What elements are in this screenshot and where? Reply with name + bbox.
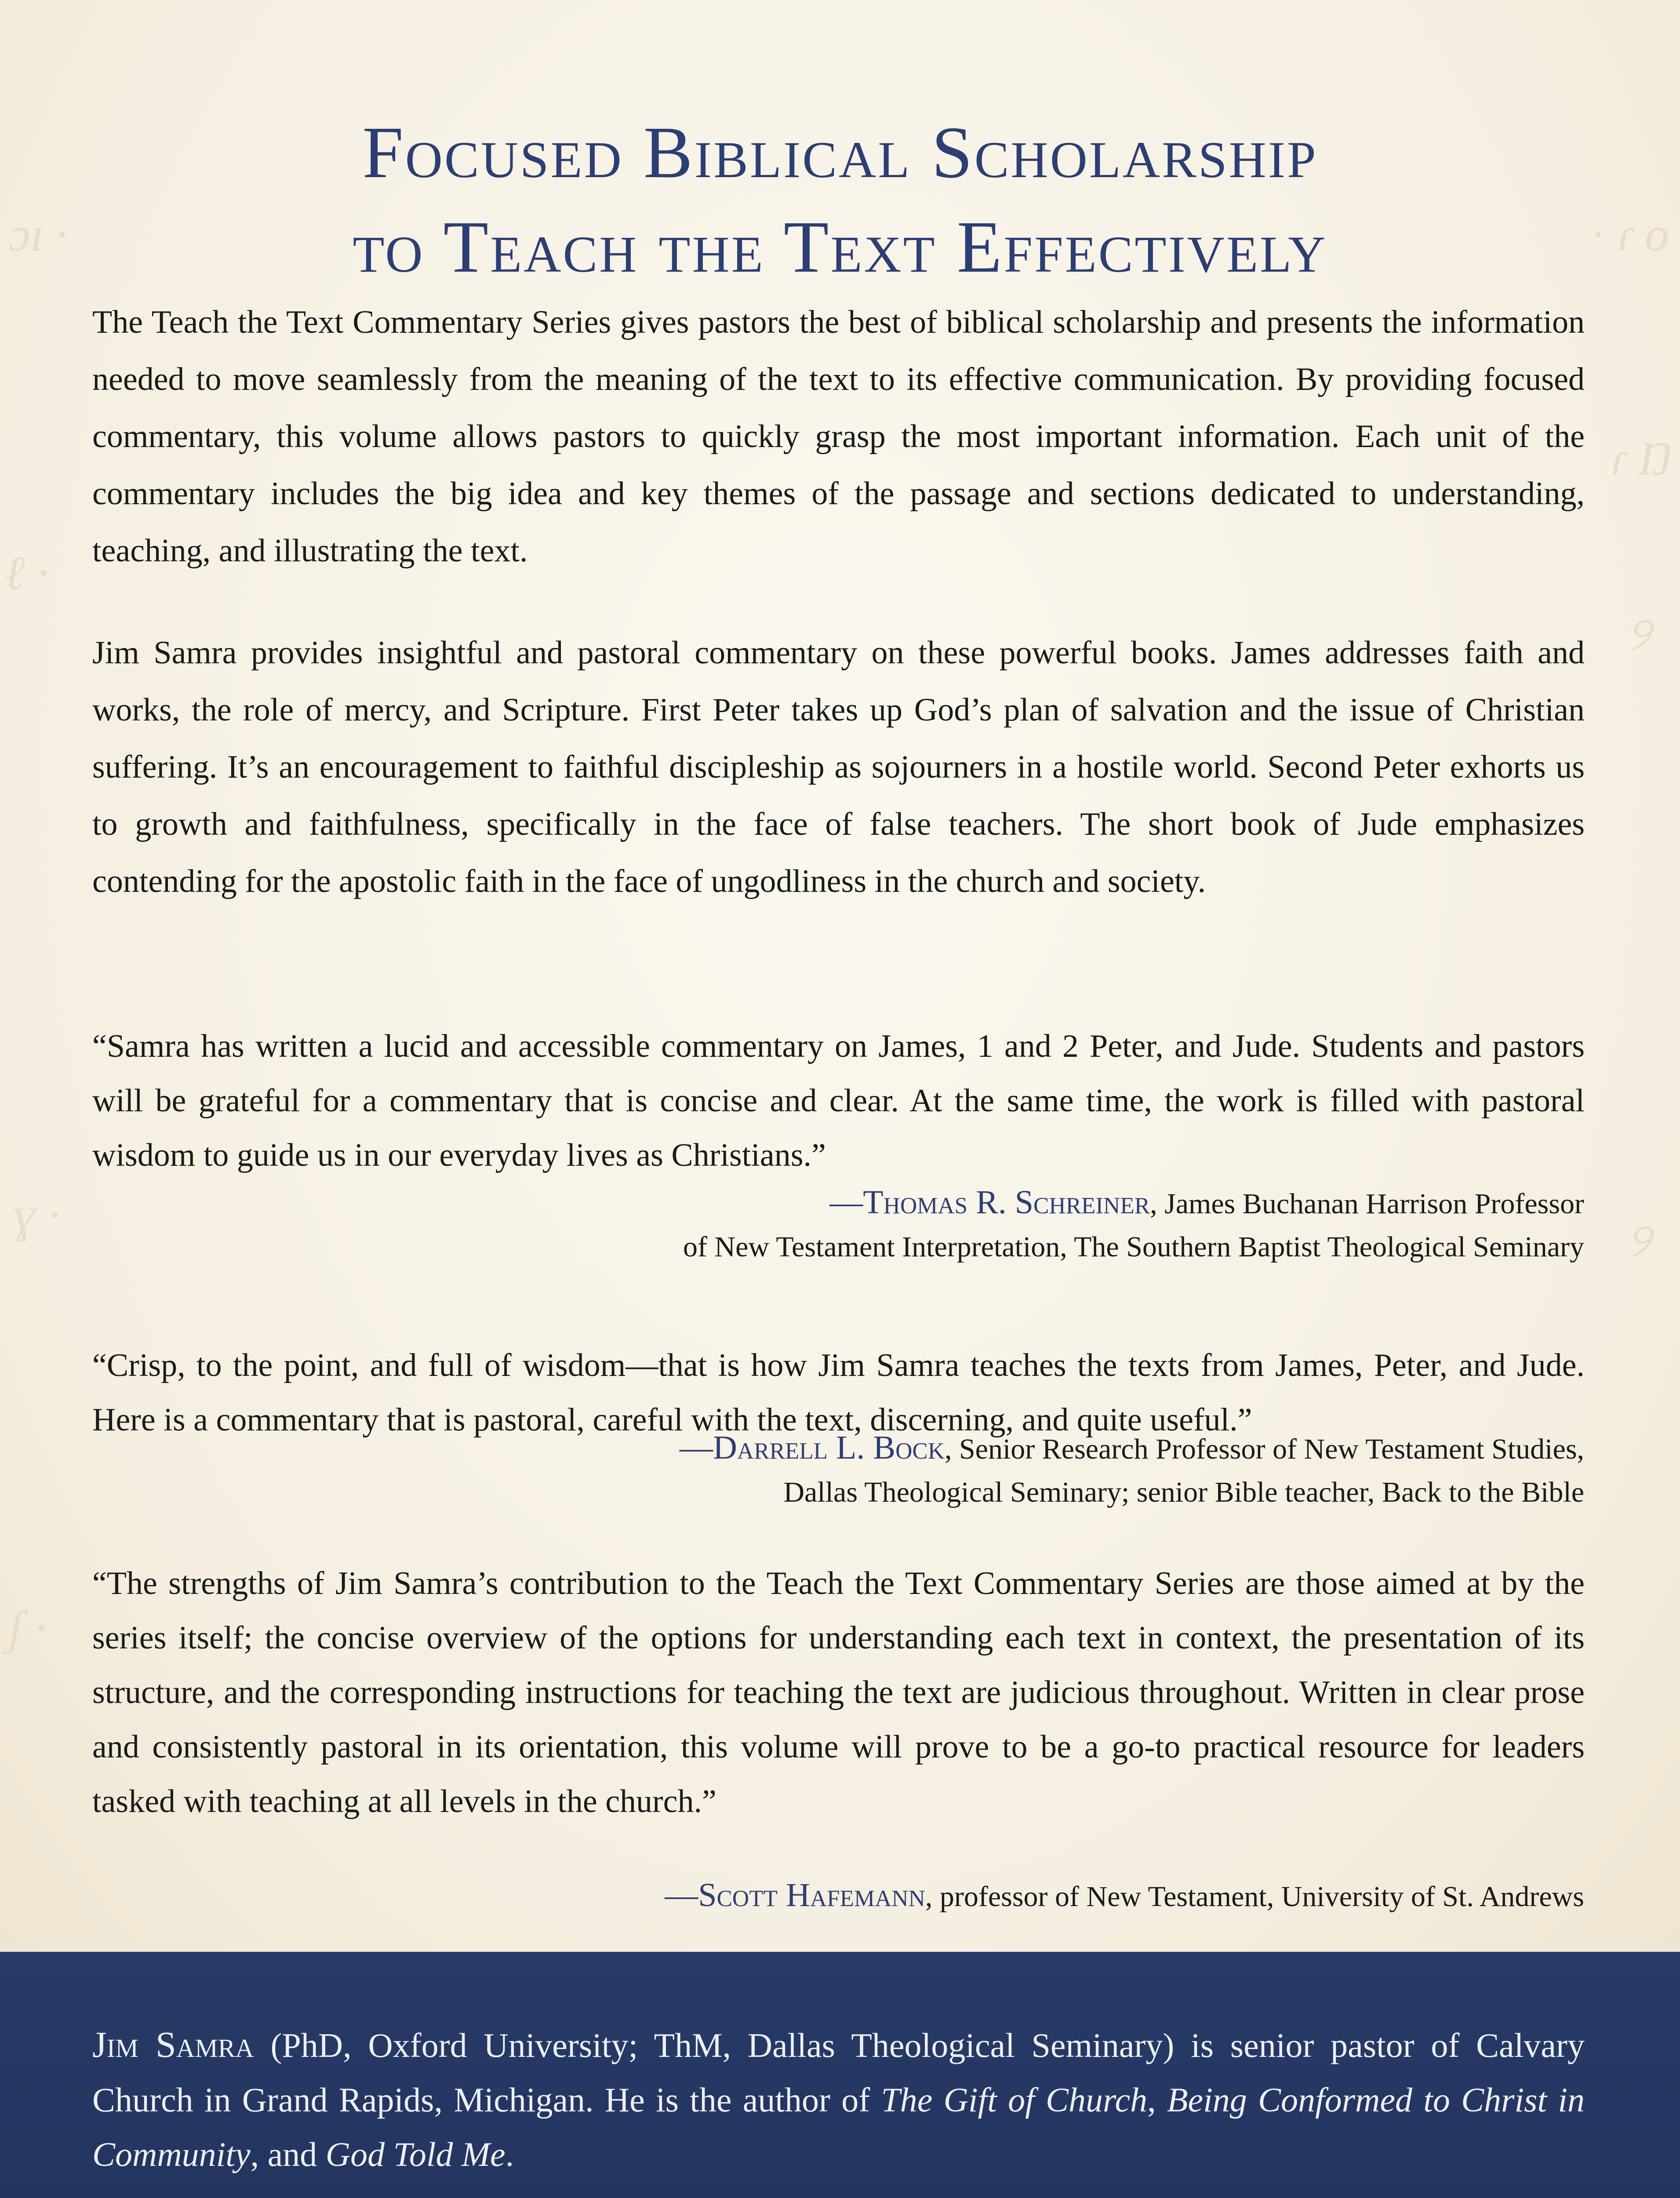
background-glyph: ୨	[1626, 608, 1651, 661]
endorser-name: —Thomas R. Schreiner	[829, 1184, 1150, 1221]
headline-line-2: to Teach the Text Effectively	[353, 206, 1327, 288]
endorser-title: , James Buchanan Harrison Professor	[1150, 1188, 1584, 1220]
author-bio	[92, 2018, 1585, 2182]
endorsement-attribution-2	[680, 1426, 1584, 1514]
endorser-title: , Senior Research Professor of New Testament Studies,	[944, 1433, 1584, 1465]
endorser-title: , professor of New Testament, University of St. Andrews	[925, 1881, 1584, 1913]
endorsement-quote-3: “The strengths of Jim Samra’s contribution to the Teach the Text Commentary Series are those aimed at by the series itself; the concise overview of the options for understanding each text in context, the presentation of its structure, and the corresponding instructions for teaching the text are judicious throughout. Written in clear prose and consistently pastoral in its orientation, this volume will prove to be a go-to practical resource for leaders tasked with teaching at all levels in the church.”	[92, 1565, 1585, 1820]
endorsement-attribution-3	[665, 1874, 1584, 1918]
background-glyph: ɔɪ ·	[9, 207, 68, 261]
headline-line-1: Focused Biblical Scholarship	[362, 112, 1318, 193]
description-paragraph-1: The Teach the Text Commentary Series gives pastors the best of biblical scholarship and presents the information needed to move seamlessly from the meaning of the text to its effective communication. By providing focused commentary, this volume allows pastors to quickly grasp the most important information. Each unit of the commentary includes the big idea and key themes of the passage and sections dedicated to understanding, teaching, and illustrating the text.	[92, 304, 1585, 569]
background-glyph: ୨	[1626, 1214, 1651, 1268]
endorser-name: —Darrell L. Bock	[679, 1429, 945, 1466]
author-name: Jim Samra	[92, 2024, 254, 2065]
endorsement-attribution-1	[683, 1181, 1584, 1269]
book-title: Being Conformed to Christ in Community	[92, 2081, 1585, 2173]
endorser-title-continued: of New Testament Interpretation, The Southern Baptist Theological Seminary	[683, 1231, 1584, 1263]
background-glyph: ɣ ·	[13, 1188, 61, 1241]
background-glyph: ʃ ·	[9, 1601, 47, 1655]
bio-separator: ,	[1147, 2081, 1167, 2119]
bio-text: (PhD, Oxford University; ThM, Dallas Theological Seminary) is senior pastor of Calvary Church in Grand Rapids, Michigan. He is the author of	[92, 2026, 1585, 2119]
description-paragraph-2: Jim Samra provides insightful and pastoral commentary on these powerful books. James addresses faith and works, the role of mercy, and Scripture. First Peter takes up God’s plan of salvation and the issue of Christian suffering. It’s an encouragement to faithful discipleship as sojourners in a hostile world. Second Peter exhorts us to growth and faithfulness, specifically in the face of false teachers. The short book of Jude emphasizes contending for the apostolic faith in the face of ungodliness in the church and society.	[92, 635, 1585, 899]
book-title: God Told Me	[325, 2135, 505, 2173]
background-glyph: ɾ Ŋ	[1609, 432, 1672, 485]
endorsement-quote-2: “Crisp, to the point, and full of wisdom—that is how Jim Samra teaches the texts from James, Peter, and Jude. Here is a commentary that is pastoral, careful with the text, discerning, and quite useful.”	[92, 1347, 1585, 1438]
endorser-title-continued: Dallas Theological Seminary; senior Bible teacher, Back to the Bible	[783, 1476, 1584, 1508]
bio-end: .	[505, 2135, 514, 2173]
endorser-name: —Scott Hafemann	[665, 1877, 925, 1914]
headline	[0, 106, 1680, 295]
background-glyph: · ɾ o	[1591, 207, 1669, 261]
book-title: The Gift of Church	[881, 2081, 1148, 2119]
endorsement-quote-1: “Samra has written a lucid and accessible commentary on James, 1 and 2 Peter, and Jude. Students and pastors will be grateful for a commentary that is concise and clear. At the same time, the work is filled with pastoral wisdom to guide us in our everyday lives as Christians.”	[92, 1028, 1585, 1173]
background-glyph: ℓ ·	[4, 546, 49, 600]
bio-separator: , and	[250, 2135, 326, 2173]
